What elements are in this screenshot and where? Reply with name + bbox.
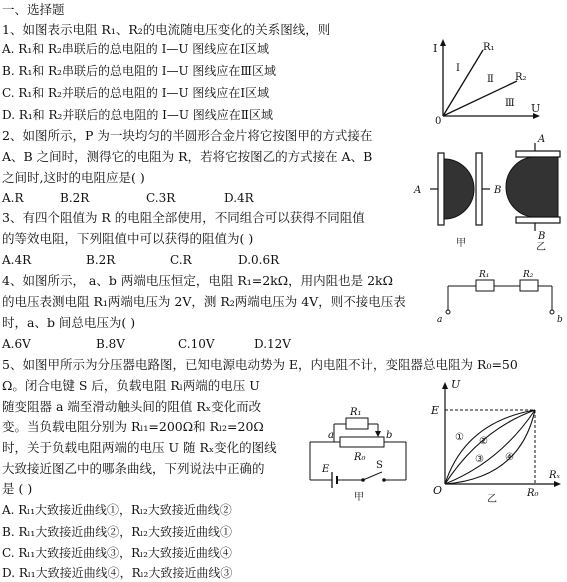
q2-line-3: 之间时,这时的电阻应是( ) (2, 170, 145, 185)
q4-option-d: D.12V (254, 337, 291, 351)
q4-label-b: b (557, 315, 563, 324)
q5-graph-caption: 乙 (487, 494, 497, 505)
q2-line-2: A、B 之间时，测得它的电阻为 R，若将它按图乙的方式接在 A、B (2, 149, 373, 164)
q5-circuit-r1: R₁ (350, 407, 362, 418)
q5-circuit (300, 398, 420, 506)
q5-graph-curve-4: ④ (505, 452, 514, 463)
q5-option-a: A. Rₗ₁大致接近曲线①，Rₗ₂大致接近曲线② (2, 503, 232, 517)
q3-line-2: 的等效电阻，下列阻值中可以获得的阻值为( ) (2, 231, 254, 246)
q5-circuit-e: E (322, 464, 330, 475)
q4-line-2: 的电压表测电阻 R₁两端电压为 2V，测 R₂两端电压为 4V，则不接电压表 (2, 294, 406, 309)
q1-iu-figure (425, 36, 545, 126)
q5-graph-e: E (431, 404, 440, 417)
q2-label-b-left: B (494, 185, 502, 196)
q3-line-1: 3、有四个阻值为 R 的电阻全部使用，不同组合可以获得不同阻值 (2, 210, 365, 225)
q1-region-1: Ⅰ (456, 63, 460, 74)
q3-option-d: D.0.6R (238, 253, 280, 267)
q5-line-7: 是 ( ) (2, 481, 33, 496)
q5-option-c: C. Rₗ₁大致接近曲线③，Rₗ₂大致接近曲线④ (2, 546, 232, 560)
q1-option-a: A. R₁和 R₂串联后的总电阻的 I—U 图线应在Ⅰ区域 (2, 42, 270, 56)
q4-circuit (436, 266, 564, 324)
q2-label-a-left: A (414, 185, 422, 196)
q4-option-b: B.8V (96, 337, 125, 351)
q3-option-c: C.R (170, 253, 192, 267)
q5-circuit-s: S (376, 460, 383, 471)
q2-option-a: A.R (2, 191, 24, 205)
q4-label-r2: R₂ (523, 270, 534, 280)
q4-line-1: 4、如图所示， a、b 两端电压恒定，电阻 R₁=2kΩ，用内阻也是 2kΩ (2, 273, 393, 288)
q5-line-2: Ω。闭合电键 S 后，负载电阻 Rₗ两端的电压 U (2, 378, 260, 393)
q1-label-r1: R₁ (483, 42, 495, 53)
q3-option-a: A.4R (2, 253, 32, 267)
q1-region-3: Ⅲ (505, 98, 515, 109)
q1-option-b: B. R₁和 R₂串联后的总电阻的 I—U 图线应在Ⅲ区域 (2, 64, 277, 78)
q1-axis-i: I (433, 42, 438, 55)
q5-graph-curve-3: ③ (475, 454, 484, 465)
q5-circuit-b: b (386, 430, 393, 441)
q5-graph-origin: O (433, 484, 443, 497)
q2-label-a-right: A (538, 134, 546, 145)
q5-option-b: B. Rₗ₁大致接近曲线②，Rₗ₂大致接近曲线① (2, 525, 232, 539)
q1-region-2: Ⅱ (487, 74, 494, 85)
q5-option-d: D. Rₗ₁大致接近曲线④，Rₗ₂大致接近曲线③ (2, 566, 233, 580)
q4-line-3: 时，a、b 间总电压为( ) (2, 315, 136, 330)
q5-circuit-caption: 甲 (354, 492, 364, 503)
q5-graph-axis-u: U (451, 378, 461, 391)
q4-label-r1: R₁ (479, 270, 490, 280)
q1-option-c: C. R₁和 R₂并联后的总电阻的 I—U 图线应在Ⅰ区域 (2, 86, 270, 100)
q5-graph-curve-2: ② (479, 436, 488, 447)
q5-line-5: 时，关于负载电阻两端的电压 U 随 Rₓ变化的图线 (2, 440, 277, 455)
q4-label-a: a (437, 315, 443, 324)
q2-figure (410, 133, 565, 251)
q4-option-c: C.10V (178, 337, 215, 351)
q1-option-d: D. R₁和 R₂并联后的总电阻的 I—U 图线应在Ⅱ区域 (2, 108, 273, 122)
q1-origin: 0 (435, 116, 442, 126)
q5-graph-curve-1: ① (455, 432, 464, 443)
q2-option-d: D.4R (224, 191, 254, 205)
q2-caption-left: 甲 (456, 238, 466, 249)
q2-line-1: 2、如图所示，P 为一块均匀的半圆形合金片将它按图甲的方式接在 (2, 128, 373, 143)
q1-axis-u: U (531, 102, 541, 115)
q1-stem: 1、如图表示电阻 R₁、R₂的电流随电压变化的关系图线，则 (2, 22, 331, 37)
q5-line-4: 变。当负载电阻分别为 Rₗ₁=200Ω和 Rₗ₂=20Ω (2, 419, 264, 434)
q1-label-r2: R₂ (515, 72, 527, 83)
q5-graph-axis-rx: Rₓ (549, 470, 561, 481)
q5-line-1: 5、如图甲所示为分压器电路图，已知电源电动势为 E，内电阻不计，变阻器总电阻为 R₀=50 (2, 357, 518, 372)
q5-graph (425, 378, 567, 506)
q5-graph-r0: R₀ (527, 488, 539, 499)
q2-caption-right: 乙 (536, 242, 546, 251)
q3-option-b: B.2R (86, 253, 116, 267)
q2-label-b-right: B (538, 231, 546, 242)
section-title: 一、选择题 (2, 2, 65, 17)
q5-circuit-r0: R₀ (354, 452, 366, 463)
q5-circuit-a: a (328, 430, 334, 441)
q5-line-6: 大致接近图乙中的哪条曲线，下列说法中正确的 (2, 461, 265, 476)
q5-line-3: 随变阻器 a 端至滑动触头间的阻值 Rₓ变化而改 (2, 399, 262, 414)
q4-option-a: A.6V (2, 337, 31, 351)
q2-option-c: C.3R (146, 191, 176, 205)
q2-option-b: B.2R (60, 191, 90, 205)
